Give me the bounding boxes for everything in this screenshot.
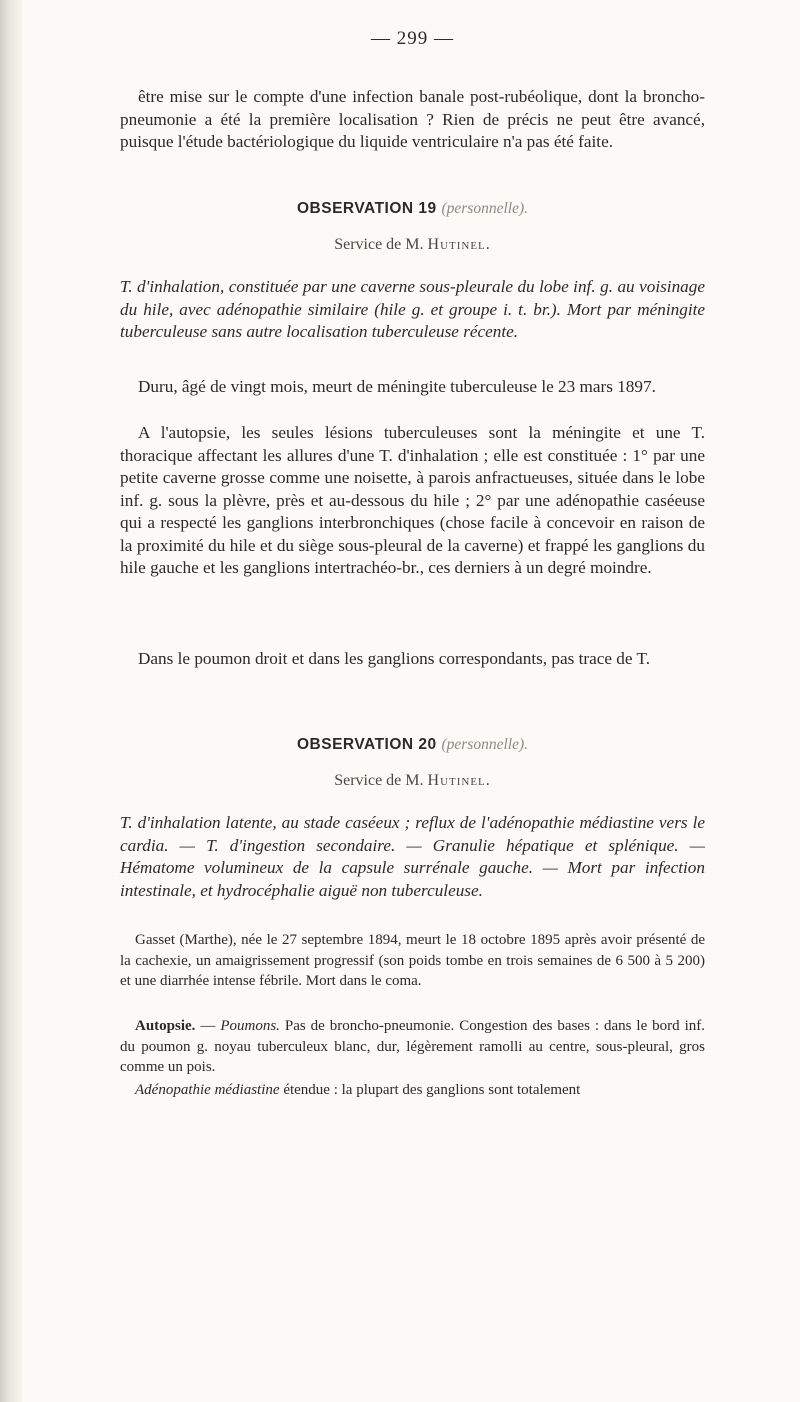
observation-20-service-name: Hutinel. bbox=[427, 772, 491, 789]
observation-20-autopsy bbox=[120, 1016, 705, 1078]
autopsy-text: Pas de broncho-pneumonie. Congestion des bases : dans le bord inf. du poumon g. noyau tuberculeux blanc, dur, légèrement ramolli au centre, sous-pleural, gros comme un pois. bbox=[120, 1018, 706, 1075]
observation-20-heading: OBSERVATION 20 bbox=[297, 736, 437, 753]
autopsy-organ: Poumons. bbox=[220, 1018, 280, 1034]
page-binding-shadow bbox=[0, 0, 22, 1402]
observation-20-paragraph-1: Gasset (Marthe), née le 27 septembre 1894, meurt le 18 octobre 1895 après avoir présenté de la cachexie, un amaigrissement progressif (son poids tombe en trois semaines de 6 500 à 5 200) et une diarrhée intense fébrile. Mort dans le coma. bbox=[120, 932, 705, 989]
observation-20-summary: T. d'inhalation latente, au stade caséeux ; reflux de l'adénopathie médiastine vers le cardia. — T. d'ingestion secondaire. — Granulie hépatique et splénique. — Hématome volumineux de la capsule surrénale gauche. — Mort par infection intestinale, et hydrocéphalie aiguë non tuberculeuse. bbox=[120, 813, 705, 900]
intro-paragraph: être mise sur le compte d'une infection banale post-rubéolique, dont la broncho-pneumonie a été la première localisation ? Rien de précis ne peut être avancé, puisque l'étude bactériologique du liquide ventriculaire n'a pas été faite. bbox=[120, 87, 705, 151]
observation-19-paragraph-3: Dans le poumon droit et dans les ganglions correspondants, pas trace de T. bbox=[138, 649, 650, 668]
observation-19-qualifier: (personnelle). bbox=[441, 200, 528, 217]
observation-20-service-prefix: Service de M. bbox=[334, 772, 424, 789]
observation-19-paragraph-1: Duru, âgé de vingt mois, meurt de méningite tuberculeuse le 23 mars 1897. bbox=[138, 377, 656, 396]
observation-19-service-prefix: Service de M. bbox=[334, 236, 424, 253]
observation-19-heading: OBSERVATION 19 bbox=[297, 200, 437, 217]
page-number: — 299 — bbox=[371, 28, 454, 49]
observation-19-paragraph-2: A l'autopsie, les seules lésions tuberculeuses sont la méningite et une T. thoracique affectant les allures d'une T. d'inhalation ; elle est constituée : 1° par une petite caverne grosse comme une noisette, à parois anfractueuses, située dans le lobe inf. g. sous la plèvre, près et au-dessous du hile ; 2° par une adénopathie caséeuse qui a respecté les ganglions interbronchiques (chose facile à concevoir en raison de la proximité du hile et du siège sous-pleural de la caverne) et frappé les ganglions du hile gauche et les ganglions intertrachéo-br., ces derniers à un degré moindre. bbox=[120, 423, 705, 577]
observation-20-qualifier: (personnelle). bbox=[441, 736, 528, 753]
observation-19-summary: T. d'inhalation, constituée par une caverne sous-pleurale du lobe inf. g. au voisinage du hile, avec adénopathie similaire (hile g. et groupe i. t. br.). Mort par méningite tuberculeuse sans autre localisation tuberculeuse récente. bbox=[120, 277, 705, 341]
observation-19-service-name: Hutinel. bbox=[427, 236, 491, 253]
adenopathy-text: étendue : la plupart des ganglions sont totalement bbox=[279, 1082, 581, 1098]
observation-19-title bbox=[120, 200, 705, 218]
autopsy-dash: — bbox=[195, 1018, 221, 1034]
observation-20-adenopathy bbox=[120, 1080, 705, 1101]
adenopathy-label: Adénopathie médiastine bbox=[135, 1082, 280, 1098]
autopsy-label: Autopsie. bbox=[135, 1018, 196, 1034]
observation-20-title bbox=[120, 736, 705, 754]
observation-20-service bbox=[120, 772, 705, 790]
observation-19-service bbox=[120, 236, 705, 254]
